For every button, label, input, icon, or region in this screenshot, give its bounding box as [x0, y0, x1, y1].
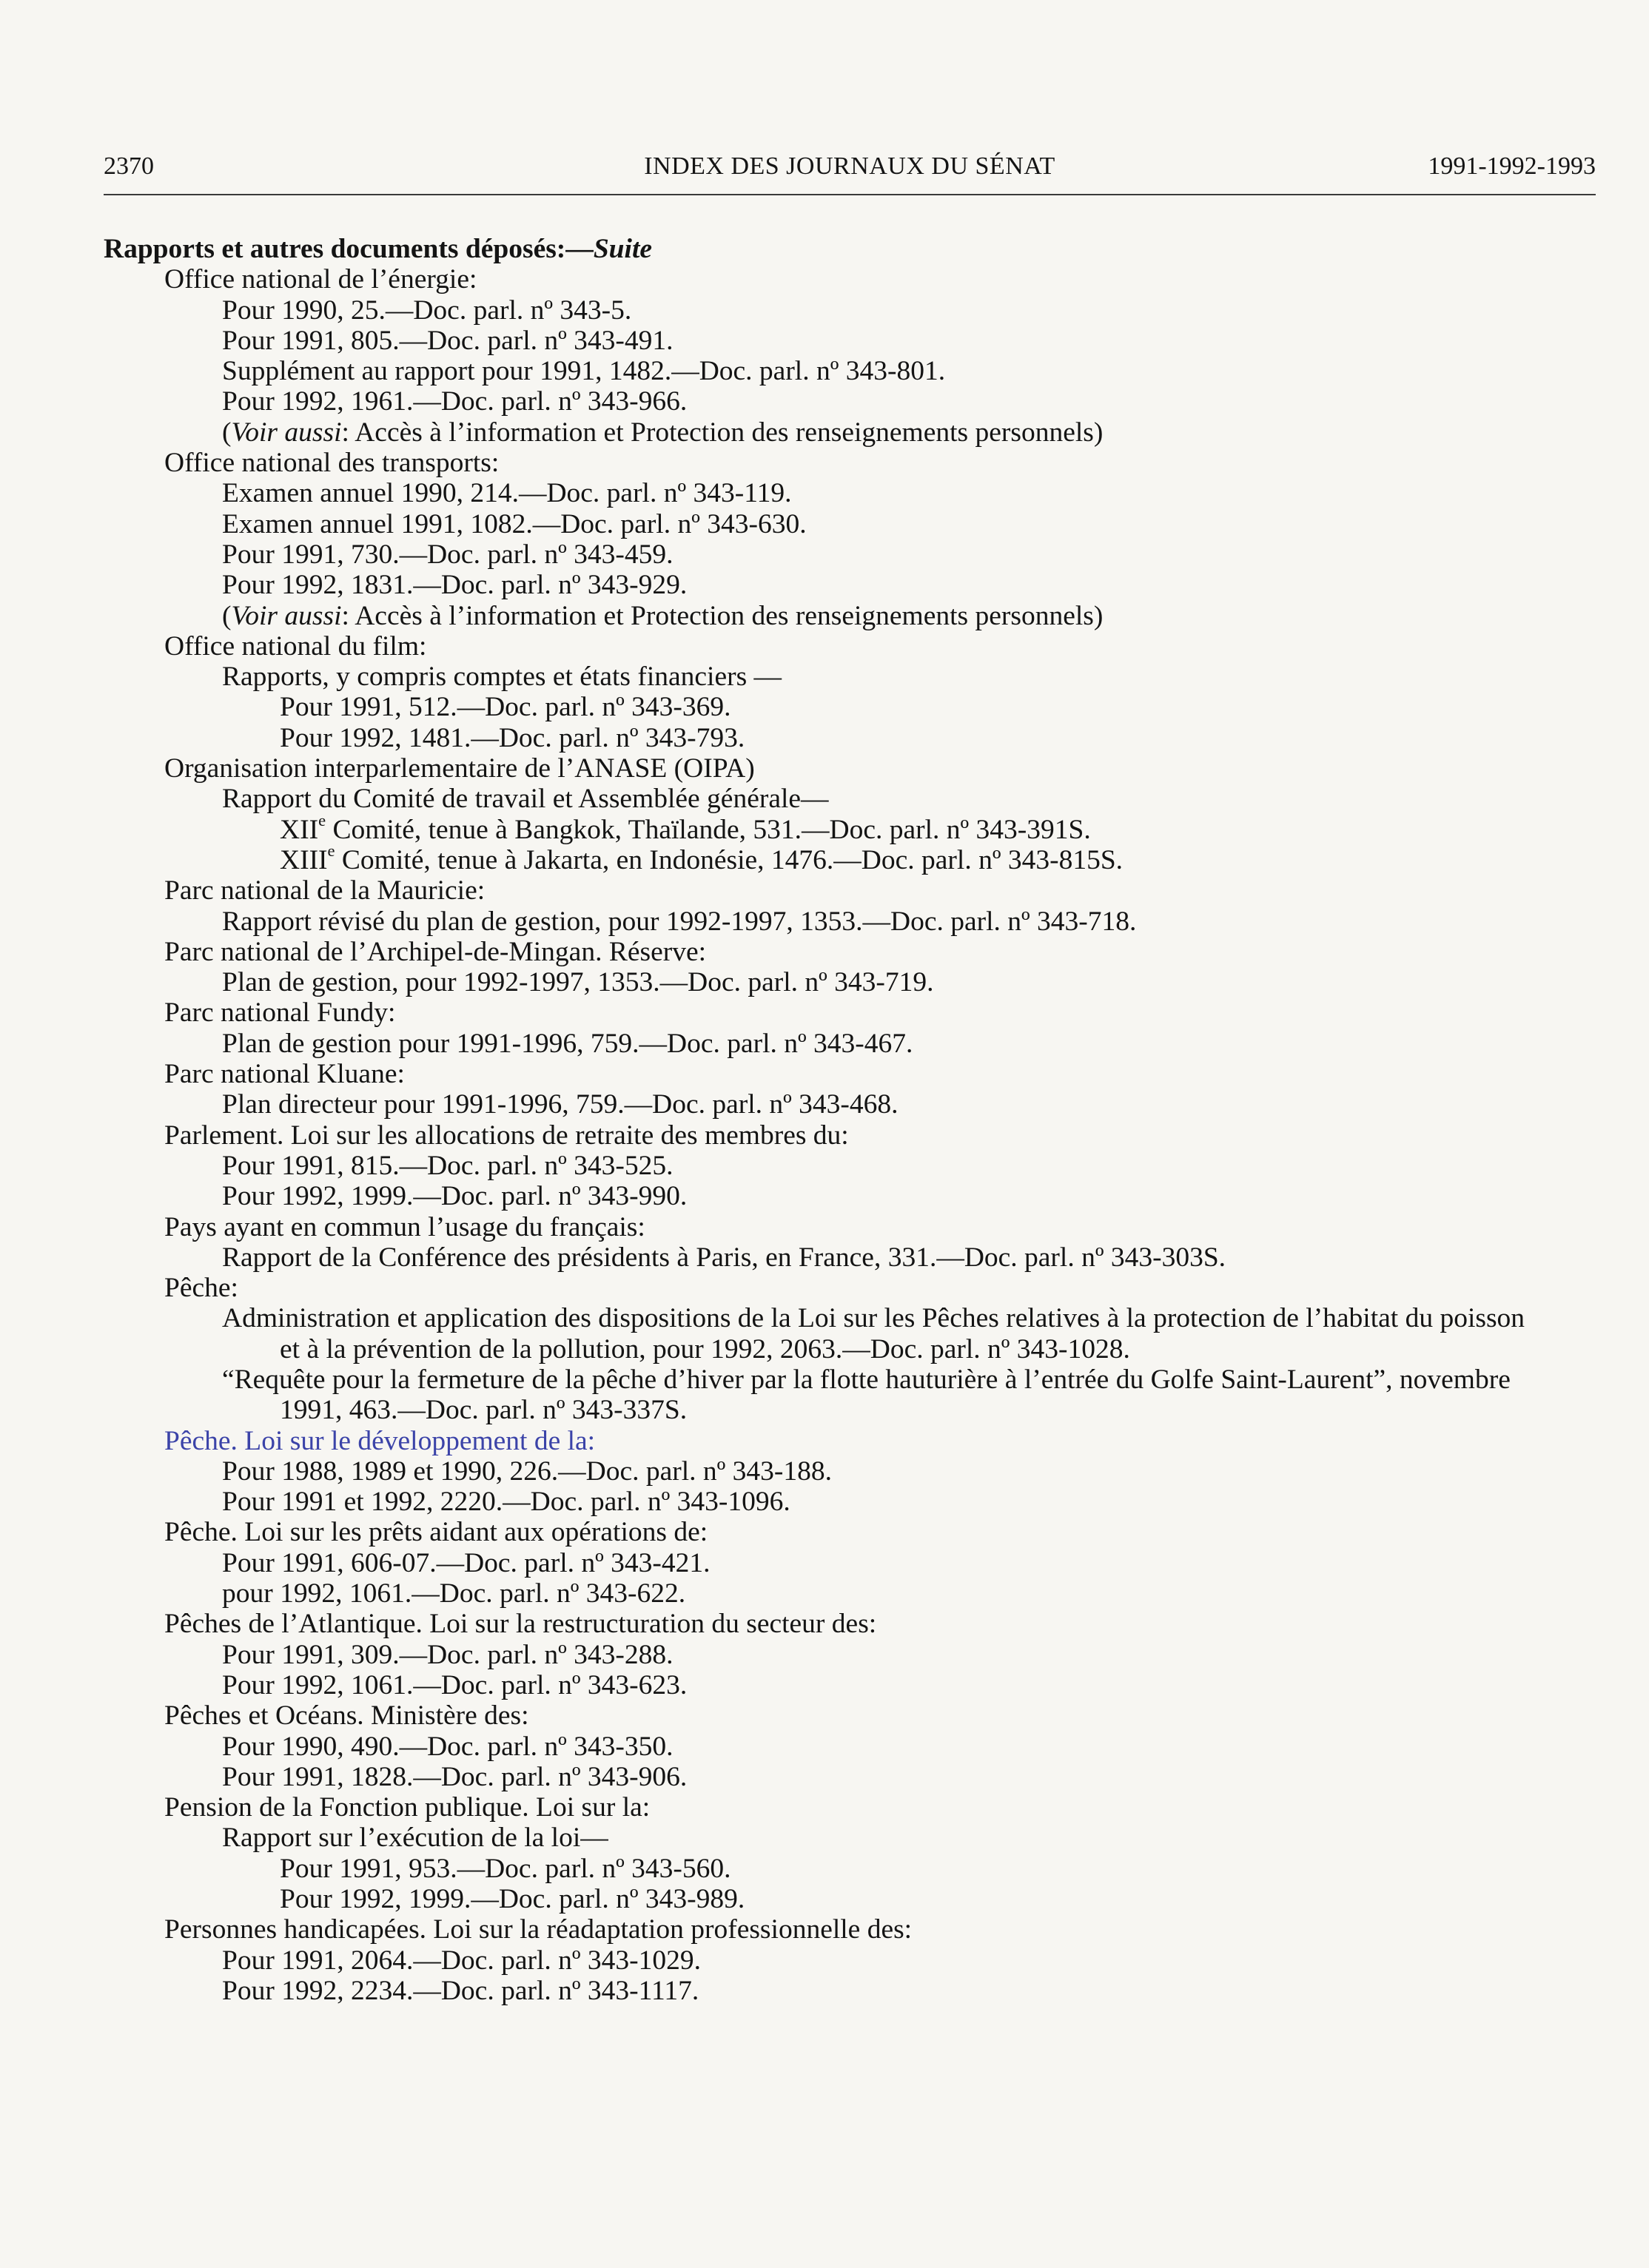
index-entry: Personnes handicapées. Loi sur la réadaptation professionnelle des:: [164, 1914, 913, 1945]
index-subentry: Pour 1992, 1061.—Doc. parl. nº 343-623.: [222, 1669, 688, 1700]
index-entry: Parc national de la Mauricie:: [164, 875, 486, 906]
cross-reference: (Voir aussi: Accès à l’information et Protection des renseignements personnels): [222, 600, 1104, 631]
index-subentry: Rapports, y compris comptes et états financiers —: [222, 662, 782, 693]
index-subentry: Pour 1988, 1989 et 1990, 226.—Doc. parl. nº 343-188.: [222, 1456, 833, 1487]
index-subentry: Pour 1991, 730.—Doc. parl. nº 343-459.: [222, 539, 674, 570]
index-subentry: Examen annuel 1991, 1082.—Doc. parl. nº 343-630.: [222, 508, 807, 539]
index-subentry: Pour 1992, 2234.—Doc. parl. nº 343-1117.: [222, 1975, 699, 2006]
index-subsubentry: Pour 1991, 953.—Doc. parl. nº 343-560.: [280, 1853, 731, 1884]
index-subsubentry: XIIe Comité, tenue à Bangkok, Thaïlande, 531.—Doc. parl. nº 343-391S.: [280, 810, 1091, 845]
index-subentry: Plan directeur pour 1991-1996, 759.—Doc. parl. nº 343-468.: [222, 1089, 899, 1120]
index-entry: Organisation interparlementaire de l’ANASE (OIPA): [164, 753, 755, 784]
running-title: INDEX DES JOURNAUX DU SÉNAT: [644, 152, 1055, 180]
index-entry: Office national du film:: [164, 630, 427, 662]
index-subentry: Pour 1992, 1831.—Doc. parl. nº 343-929.: [222, 570, 688, 601]
index-subentry-continued: 1991, 463.—Doc. parl. nº 343-337S.: [280, 1395, 688, 1426]
index-entry: Pêche. Loi sur le développement de la:: [164, 1425, 596, 1456]
suite-label: Suite: [593, 234, 653, 264]
index-subentry: Supplément au rapport pour 1991, 1482.—Doc. parl. nº 343-801.: [222, 356, 946, 387]
index-subentry: Pour 1992, 1961.—Doc. parl. nº 343-966.: [222, 386, 688, 417]
index-subentry: Pour 1991 et 1992, 2220.—Doc. parl. nº 343-1096.: [222, 1487, 790, 1518]
index-entry: Pêches et Océans. Ministère des:: [164, 1700, 529, 1732]
index-subentry: Pour 1990, 490.—Doc. parl. nº 343-350.: [222, 1731, 674, 1762]
index-subentry-continued: et à la prévention de la pollution, pour 1992, 2063.—Doc. parl. nº 343-1028.: [280, 1333, 1130, 1364]
index-subentry: Plan de gestion, pour 1992-1997, 1353.—Doc. parl. nº 343-719.: [222, 967, 934, 998]
index-subentry: Pour 1991, 815.—Doc. parl. nº 343-525.: [222, 1150, 674, 1181]
index-subentry: Rapport de la Conférence des présidents à Paris, en France, 331.—Doc. parl. nº 343-303S.: [222, 1242, 1226, 1273]
volume-years: 1991-1992-1993: [1428, 152, 1596, 180]
index-entry: Pays ayant en commun l’usage du français:: [164, 1211, 645, 1242]
index-subentry: Pour 1991, 1828.—Doc. parl. nº 343-906.: [222, 1761, 688, 1792]
index-entry: Pêche. Loi sur les prêts aidant aux opérations de:: [164, 1517, 708, 1548]
index-subentry: “Requête pour la fermeture de la pêche d’hiver par la flotte hauturière à l’entrée du Golfe Saint-Laurent”, novembre: [222, 1364, 1511, 1395]
index-subentry: Rapport du Comité de travail et Assemblée générale—: [222, 784, 829, 815]
section-heading: Rapports et autres documents déposés:—Suite: [104, 234, 653, 264]
index-subentry: Rapport révisé du plan de gestion, pour 1992-1997, 1353.—Doc. parl. nº 343-718.: [222, 906, 1137, 937]
page-header: [104, 148, 1596, 189]
index-content: [104, 234, 1599, 2006]
index-entry: Pension de la Fonction publique. Loi sur la:: [164, 1792, 651, 1823]
index-subentry: Plan de gestion pour 1991-1996, 759.—Doc. parl. nº 343-467.: [222, 1028, 913, 1059]
index-entry: Parc national Kluane:: [164, 1059, 405, 1090]
index-subentry: Pour 1992, 1999.—Doc. parl. nº 343-990.: [222, 1181, 688, 1212]
index-entry: Parc national de l’Archipel-de-Mingan. Réserve:: [164, 936, 707, 967]
index-entry: Pêches de l’Atlantique. Loi sur la restructuration du secteur des:: [164, 1609, 877, 1640]
index-subentry: Administration et application des dispositions de la Loi sur les Pêches relatives à la protection de l’habitat du poisson: [222, 1303, 1525, 1334]
index-subentry: Pour 1991, 2064.—Doc. parl. nº 343-1029.: [222, 1945, 701, 1976]
index-subentry: Pour 1991, 805.—Doc. parl. nº 343-491.: [222, 325, 674, 356]
header-rule: [104, 194, 1596, 195]
index-subsubentry: Pour 1991, 512.—Doc. parl. nº 343-369.: [280, 692, 731, 723]
index-subentry: Rapport sur l’exécution de la loi—: [222, 1823, 608, 1854]
index-entry: Pêche:: [164, 1273, 238, 1304]
index-entry: Parlement. Loi sur les allocations de retraite des membres du:: [164, 1120, 849, 1151]
index-entry: Office national des transports:: [164, 448, 500, 479]
index-subsubentry: Pour 1992, 1999.—Doc. parl. nº 343-989.: [280, 1884, 745, 1915]
index-entry: Parc national Fundy:: [164, 997, 396, 1029]
index-subentry: Pour 1991, 309.—Doc. parl. nº 343-288.: [222, 1639, 674, 1670]
index-subentry: Pour 1990, 25.—Doc. parl. nº 343-5.: [222, 295, 632, 326]
index-subentry: Examen annuel 1990, 214.—Doc. parl. nº 343-119.: [222, 478, 792, 509]
cross-reference: (Voir aussi: Accès à l’information et Protection des renseignements personnels): [222, 417, 1104, 448]
page-number: 2370: [104, 152, 154, 180]
index-subentry: Pour 1991, 606-07.—Doc. parl. nº 343-421.: [222, 1547, 711, 1578]
index-entry: Office national de l’énergie:: [164, 264, 477, 295]
index-subsubentry: Pour 1992, 1481.—Doc. parl. nº 343-793.: [280, 722, 745, 753]
index-subsubentry: XIIIe Comité, tenue à Jakarta, en Indonésie, 1476.—Doc. parl. nº 343-815S.: [280, 841, 1124, 875]
index-subentry: pour 1992, 1061.—Doc. parl. nº 343-622.: [222, 1578, 686, 1609]
